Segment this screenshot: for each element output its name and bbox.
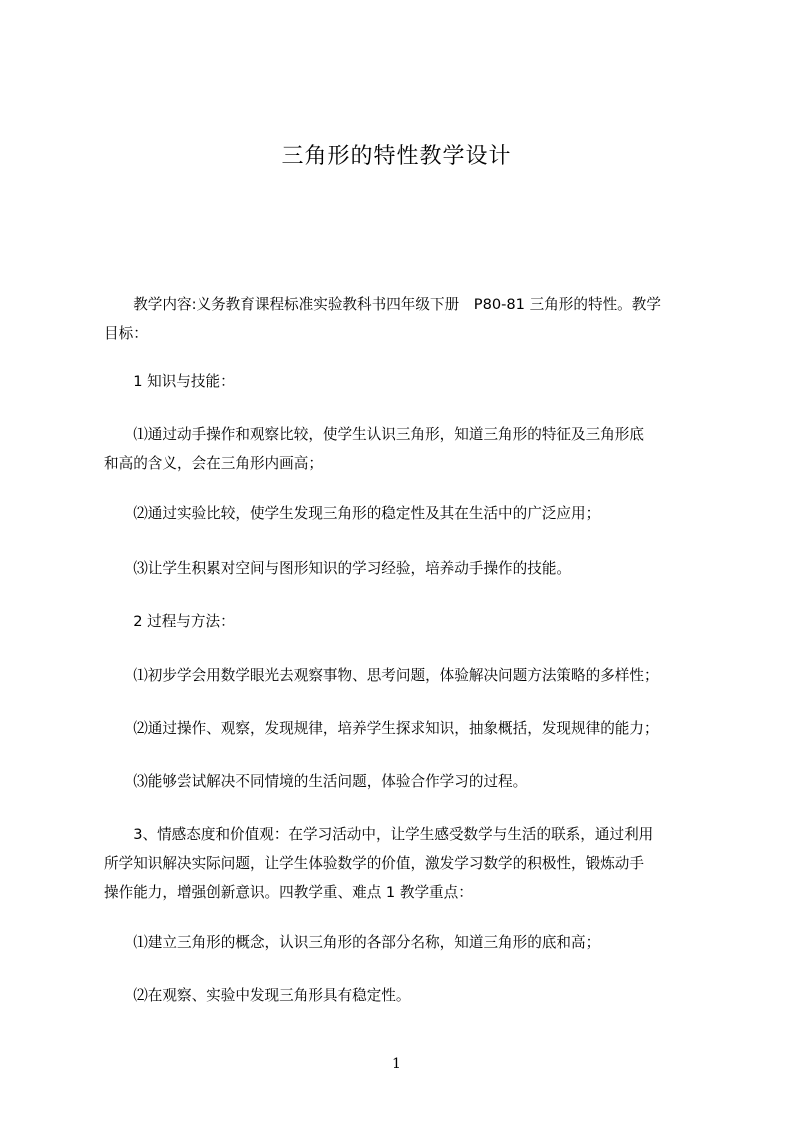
- paragraph-line: 目标：: [104, 325, 148, 342]
- paragraph-line: ⑶能够尝试解决不同情境的生活问题，体验合作学习的过程。: [104, 773, 528, 790]
- paragraph-process-3: [104, 767, 714, 796]
- paragraph-knowledge-3: [104, 554, 714, 583]
- page-number: 1: [392, 1056, 401, 1072]
- paragraph-line: ⑴通过动手操作和观察比较，使学生认识三角形，知道三角形的特征及三角形底: [104, 426, 644, 443]
- paragraph-line: ⑵在观察、实验中发现三角形具有稳定性。: [104, 987, 411, 1004]
- paragraph-process-2: [104, 714, 714, 743]
- paragraph-line: 3、情感态度和价值观：在学习活动中，让学生感受数学与生活的联系，通过利用: [104, 826, 654, 843]
- paragraph-line: 2 过程与方法：: [104, 613, 235, 630]
- paragraph-emotion-values: [104, 820, 714, 907]
- paragraph-key-point-2: [104, 981, 714, 1010]
- paragraph-knowledge-2: [104, 499, 714, 528]
- heading-knowledge-skills: [104, 367, 714, 396]
- paragraph-line: ⑴初步学会用数学眼光去观察事物、思考问题，体验解决问题方法策略的多样性；: [104, 667, 659, 684]
- document-title: 三角形的特性教学设计: [281, 144, 512, 169]
- paragraph-line: ⑵通过操作、观察，发现规律，培养学生探求知识，抽象概括，发现规律的能力；: [104, 720, 659, 737]
- paragraph-line: ⑴建立三角形的概念，认识三角形的各部分名称，知道三角形的底和高；: [104, 934, 601, 951]
- paragraph-key-point-1: [104, 928, 714, 957]
- paragraph-line: 操作能力，增强创新意识。四教学重、难点 1 教学重点：: [104, 884, 473, 901]
- paragraph-knowledge-1: [104, 420, 714, 478]
- paragraph-line: ⑶让学生积累对空间与图形知识的学习经验，培养动手操作的技能。: [104, 560, 572, 577]
- paragraph-line: 和高的含义，会在三角形内画高；: [104, 455, 323, 472]
- paragraph-line: ⑵通过实验比较，使学生发现三角形的稳定性及其在生活中的广泛应用；: [104, 505, 601, 522]
- heading-process-methods: [104, 607, 714, 636]
- paragraph-line: 教学内容:义务教育课程标准实验教科书四年级下册 P80-81 三角形的特性。教学: [104, 296, 661, 313]
- paragraph-line: 所学知识解决实际问题，让学生体验数学的价值，激发学习数学的积极性，锻炼动手: [104, 855, 644, 872]
- paragraph-process-1: [104, 661, 714, 690]
- paragraph-line: 1 知识与技能：: [104, 373, 235, 390]
- paragraph-teaching-content: [104, 290, 714, 348]
